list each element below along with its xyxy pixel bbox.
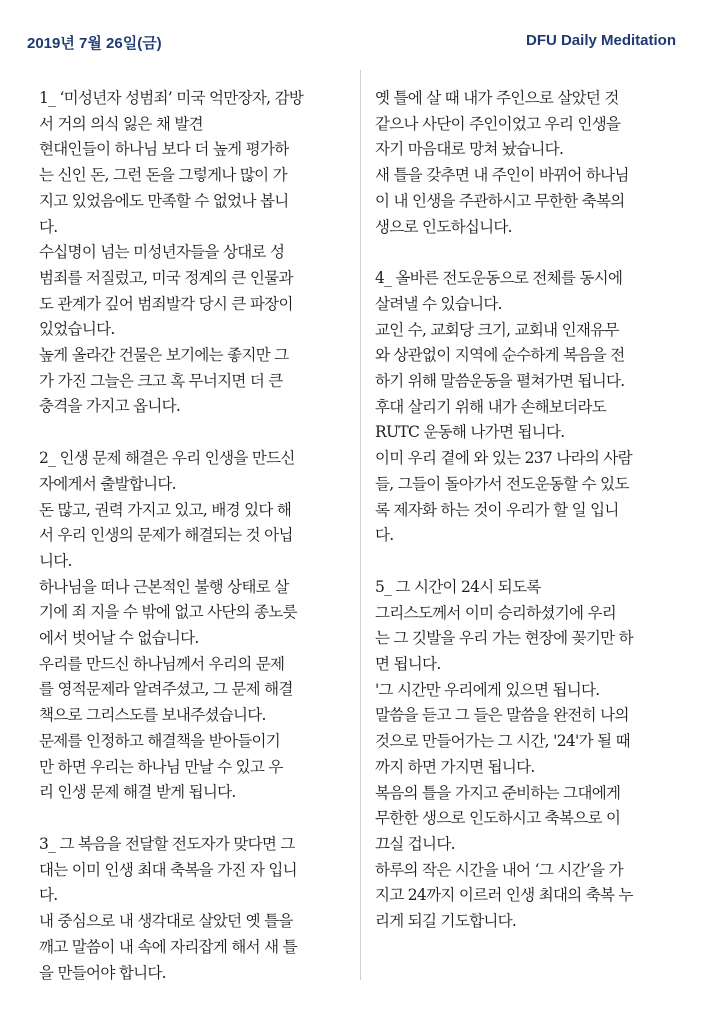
text-line: 니다. (39, 551, 72, 570)
text-line: 이미 우리 곁에 와 있는 237 나라의 사람 (375, 449, 632, 468)
text-line: 무한한 생으로 인도하시고 축복으로 이 (375, 809, 621, 828)
text-line: 에서 벗어날 수 없습니다. (39, 629, 199, 648)
text-line: 다. (39, 217, 58, 236)
text-line: 후대 살리기 위해 내가 손해보더라도 (375, 397, 607, 416)
text-line: 을 만들어야 합니다. (39, 963, 166, 982)
meditation-section (375, 575, 693, 935)
section-gap (375, 240, 693, 266)
text-line: 4_ 올바른 전도운동으로 전체를 동시에 (375, 269, 623, 288)
text-line: RUTC 운동해 나가면 됩니다. (375, 423, 565, 442)
text-line: 교인 수, 교회당 크기, 교회내 인재유무 (375, 320, 619, 339)
text-line: 까지 하면 가지면 됩니다. (375, 757, 535, 776)
section-gap (375, 549, 693, 575)
text-line: 면 됩니다. (375, 655, 441, 674)
text-line: 서 거의 의식 잃은 채 발견 (39, 114, 203, 133)
text-line: 다. (375, 526, 394, 545)
text-line: 하나님을 떠나 근본적인 불행 상태로 살 (39, 577, 289, 596)
text-line: 다. (39, 886, 58, 905)
text-line: 그리스도께서 이미 승리하셨기에 우리 (375, 603, 617, 622)
text-line: 현대인들이 하나님 보다 더 높게 평가하 (39, 140, 289, 159)
text-line: 있었습니다. (39, 320, 115, 339)
text-line: 수십명이 넘는 미성년자들을 상대로 성 (39, 243, 285, 262)
text-line: 만 하면 우리는 하나님 만날 수 있고 우 (39, 757, 283, 776)
text-line: 와 상관없이 지역에 순수하게 복음을 전 (375, 346, 625, 365)
header-title: DFU Daily Meditation (525, 32, 676, 49)
text-line: 기에 죄 지을 수 밖에 없고 사단의 종노릇 (39, 603, 297, 622)
text-line: 생으로 인도하십니다. (375, 217, 512, 236)
text-line: 같으나 사단이 주인이었고 우리 인생을 (375, 114, 621, 133)
meditation-section (375, 266, 693, 549)
section-gap (39, 420, 357, 446)
text-line: 복음의 틀을 가지고 준비하는 그대에게 (375, 783, 621, 802)
text-line: 돈 많고, 권력 가지고 있고, 배경 있다 해 (39, 500, 292, 519)
text-line: 자기 마음대로 망쳐 놨습니다. (375, 140, 564, 159)
text-line: 자에게서 출발합니다. (39, 474, 176, 493)
text-line: 높게 올라간 건물은 보기에는 좋지만 그 (39, 346, 289, 365)
text-line: '그 시간만 우리에게 있으면 됩니다. (375, 680, 600, 699)
left-column (39, 86, 357, 986)
text-line: 들, 그들이 돌아가서 전도운동할 수 있도 (375, 474, 629, 493)
text-line: 지고 있었음에도 만족할 수 없었나 봅니 (39, 191, 289, 210)
section-gap (39, 806, 357, 832)
text-line: 대는 이미 인생 최대 축복을 가진 자 입니 (39, 860, 297, 879)
text-line: 문제를 인정하고 해결책을 받아들이기 (39, 731, 281, 750)
text-line: 하루의 작은 시간을 내어 ‘그 시간’을 가 (375, 860, 623, 879)
text-line: 말씀을 듣고 그 들은 말씀을 완전히 나의 (375, 706, 629, 725)
meditation-section (39, 86, 357, 420)
text-line: 새 틀을 갖추면 내 주인이 바뀌어 하나님 (375, 166, 629, 185)
text-line: 하기 위해 말씀운동을 펼쳐가면 됩니다. (375, 372, 625, 391)
text-line: 우리를 만드신 하나님께서 우리의 문제 (39, 654, 285, 673)
text-line: 지고 24까지 이르러 인생 최대의 축복 누 (375, 886, 633, 905)
meditation-section (39, 446, 357, 806)
text-line: 를 영적문제라 알려주셨고, 그 문제 해결 (39, 680, 293, 699)
text-line: 책으로 그리스도를 보내주셨습니다. (39, 706, 266, 725)
text-line: 깨고 말씀이 내 속에 자리잡게 해서 새 틀 (39, 937, 297, 956)
text-line: 것으로 만들어가는 그 시간, '24'가 될 때 (375, 732, 630, 751)
text-line: 충격을 가지고 옵니다. (39, 397, 181, 416)
text-line: 가 가진 그늘은 크고 혹 무너지면 더 큰 (39, 371, 283, 390)
text-line: 록 제자화 하는 것이 우리가 할 일 입니 (375, 500, 619, 519)
text-line: 살려낼 수 있습니다. (375, 294, 502, 313)
text-line: 내 중심으로 내 생각대로 살았던 옛 틀을 (39, 912, 293, 931)
header-date: 2019년 7월 26일(금) (27, 35, 162, 52)
text-line: 리 인생 문제 해결 받게 됩니다. (39, 783, 236, 802)
text-line: 는 그 깃발을 우리 가는 현장에 꽂기만 하 (375, 629, 633, 648)
text-line: 서 우리 인생의 문제가 해결되는 것 아닙 (39, 526, 293, 545)
text-line: 3_ 그 복음을 전달할 전도자가 맞다면 그 (39, 834, 295, 853)
text-line: 범죄를 저질렀고, 미국 정계의 큰 인물과 (39, 268, 293, 287)
text-line: 2_ 인생 문제 해결은 우리 인생을 만드신 (39, 449, 295, 468)
text-line: 도 관계가 깊어 범죄발각 당시 큰 파장이 (39, 294, 293, 313)
right-column (375, 86, 693, 935)
page-header (0, 0, 720, 64)
meditation-section (39, 832, 357, 986)
text-line: 1_ ‘미성년자 성범죄’ 미국 억만장자, 감방 (39, 89, 304, 107)
text-line: 끄실 겁니다. (375, 834, 455, 853)
column-divider (360, 70, 361, 980)
text-line: 는 신인 돈, 그런 돈을 그렇게나 많이 가 (39, 166, 287, 185)
text-line: 5_ 그 시간이 24시 되도록 (375, 577, 541, 596)
meditation-section (375, 86, 693, 240)
text-line: 옛 틀에 살 때 내가 주인으로 살았던 것 (375, 89, 619, 107)
text-line: 이 내 인생을 주관하시고 무한한 축복의 (375, 191, 625, 210)
text-line: 리게 되길 기도합니다. (375, 912, 517, 931)
